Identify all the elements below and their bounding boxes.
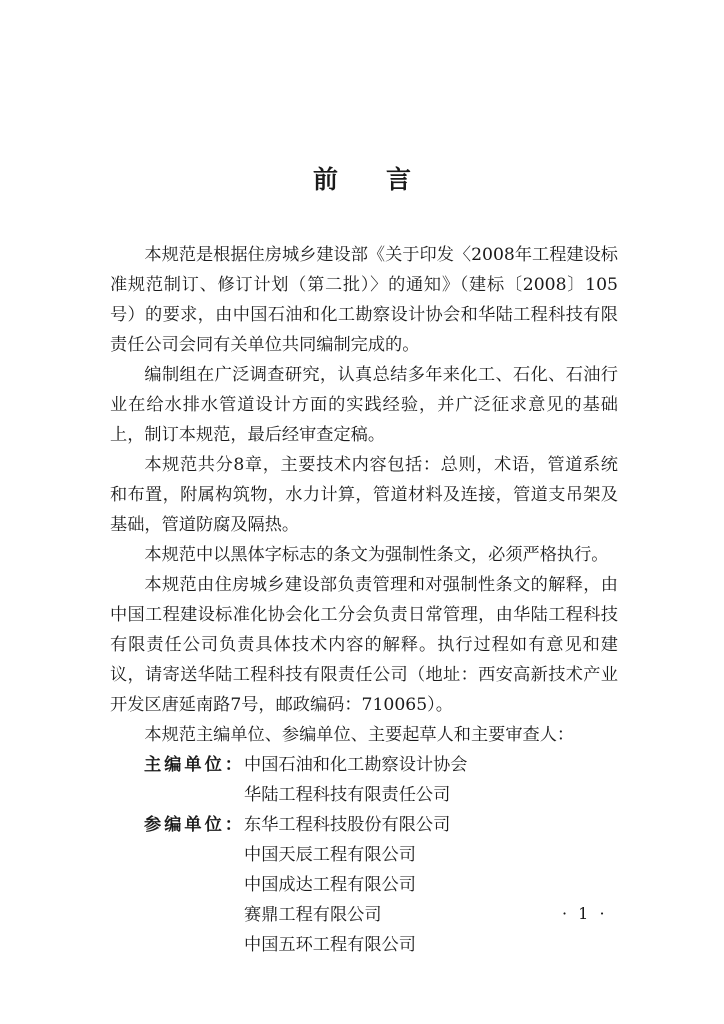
unit-name: 东华工程科技股份有限公司 (244, 815, 451, 835)
page-title: 前言 (312, 165, 459, 194)
unit-label-spacer (110, 780, 244, 810)
unit-label-spacer (110, 930, 244, 960)
unit-name: 中国五环工程有限公司 (244, 935, 416, 955)
unit-label-spacer (110, 840, 244, 870)
unit-name: 中国成达工程有限公司 (244, 875, 416, 895)
unit-row (110, 810, 618, 840)
unit-row (110, 930, 618, 960)
paragraph: 本规范共分8章，主要技术内容包括：总则，术语，管道系统和布置，附属构筑物，水力计算，管道材料及连接，管道支吊架及基础，管道防腐及隔热。 (110, 455, 618, 535)
paragraph: 编制组在广泛调查研究，认真总结多年来化工、石化、石油行业在给水排水管道设计方面的实践经验，并广泛征求意见的基础上，制订本规范，最后经审查定稿。 (110, 365, 618, 445)
paragraph: 本规范由住房城乡建设部负责管理和对强制性条文的解释，由中国工程建设标准化协会化工分会负责日常管理，由华陆工程科技有限责任公司负责具体技术内容的解释。执行过程如有意见和建议，请寄送华陆工程科技有限责任公司（地址：西安高新技术产业开发区唐延南路7号，邮政编码：710065）。 (110, 575, 618, 715)
unit-row (110, 870, 618, 900)
unit-name: 赛鼎工程有限公司 (244, 905, 382, 925)
unit-row (110, 840, 618, 870)
unit-name: 华陆工程科技有限责任公司 (244, 785, 451, 805)
chief-editor-units (110, 750, 618, 810)
paragraph: 本规范主编单位、参编单位、主要起草人和主要审查人： (144, 725, 575, 745)
paragraph: 本规范中以黑体字标志的条文为强制性条文，必须严格执行。 (144, 545, 609, 565)
paragraph: 本规范是根据住房城乡建设部《关于印发〈2008年工程建设标准规范制订、修订计划（第二批）〉的通知》（建标〔2008〕105号）的要求，由中国石油和化工勘察设计协会和华陆工程科技有限责任公司会同有关单位共同编制完成的。 (110, 245, 618, 355)
unit-row (110, 750, 618, 780)
unit-name: 中国石油和化工勘察设计协会 (244, 755, 468, 775)
unit-name: 中国天辰工程有限公司 (244, 845, 416, 865)
participating-units (110, 810, 618, 960)
unit-label: 参编单位： (144, 815, 245, 835)
unit-label-spacer (110, 870, 244, 900)
unit-row (110, 780, 618, 810)
unit-label: 主编单位： (144, 755, 245, 775)
page-number: · 1 · (562, 904, 608, 923)
preface-body (110, 240, 618, 960)
unit-row (110, 900, 618, 930)
unit-label-spacer (110, 900, 244, 930)
